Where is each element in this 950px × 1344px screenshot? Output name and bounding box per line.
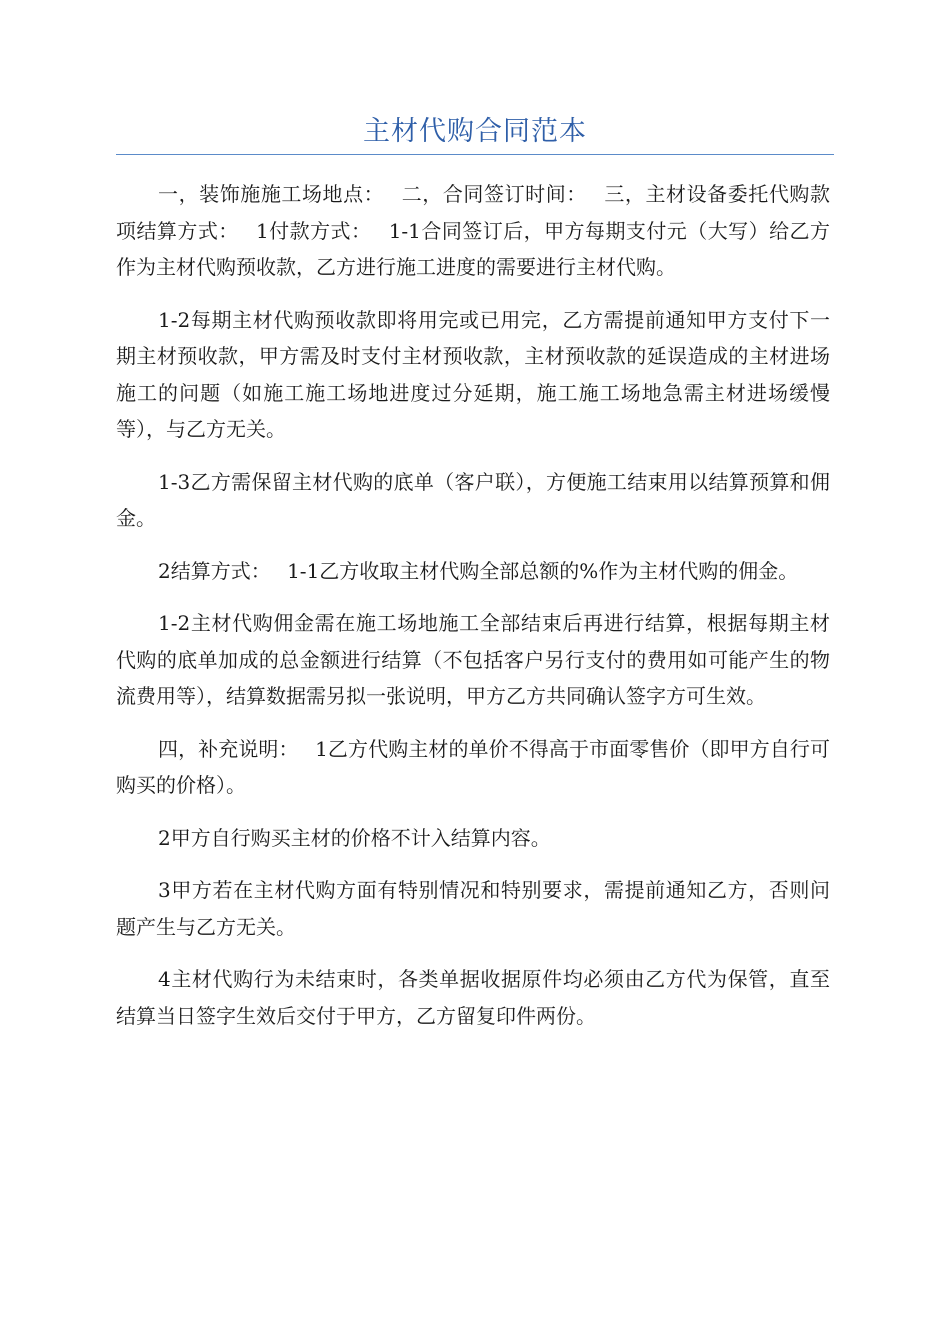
paragraph-8: 3甲方若在主材代购方面有特别情况和特别要求，需提前通知乙方，否则问题产生与乙方无关。 (116, 878, 830, 939)
title-divider (116, 154, 834, 155)
paragraph-1: 一，装饰施施工场地点： 二，合同签订时间： 三，主材设备委托代购款项结算方式： 1付款方式： 1-1合同签订后，甲方每期支付元（大写）给乙方作为主材代购预收款，乙方进行施工进度的需要进行主材代购。 (116, 182, 830, 279)
paragraph-7: 2甲方自行购买主材的价格不计入结算内容。 (158, 825, 551, 850)
paragraph-3: 1-3乙方需保留主材代购的底单（客户联），方便施工结束用以结算预算和佣金。 (116, 469, 830, 530)
paragraph-4: 2结算方式： 1-1乙方收取主材代购全部总额的%作为主材代购的佣金。 (158, 558, 799, 583)
paragraph-5: 1-2主材代购佣金需在施工场地施工全部结束后再进行结算，根据每期主材代购的底单加成的总金额进行结算（不包括客户另行支付的费用如可能产生的物流费用等），结算数据需另拟一张说明，甲方乙方共同确认签字方可生效。 (116, 611, 830, 708)
paragraph-9: 4主材代购行为未结束时，各类单据收据原件均必须由乙方代为保管，直至结算当日签字生效后交付于甲方，乙方留复印件两份。 (116, 967, 830, 1028)
document-body (116, 176, 830, 1050)
paragraph-2: 1-2每期主材代购预收款即将用完或已用完，乙方需提前通知甲方支付下一期主材预收款，甲方需及时支付主材预收款，主材预收款的延误造成的主材进场施工的问题（如施工施工场地进度过分延期，施工施工场地急需主材进场缓慢等），与乙方无关。 (116, 307, 830, 441)
document-title: 主材代购合同范本 (363, 116, 587, 147)
paragraph-6: 四，补充说明： 1乙方代购主材的单价不得高于市面零售价（即甲方自行可购买的价格）。 (116, 736, 830, 797)
